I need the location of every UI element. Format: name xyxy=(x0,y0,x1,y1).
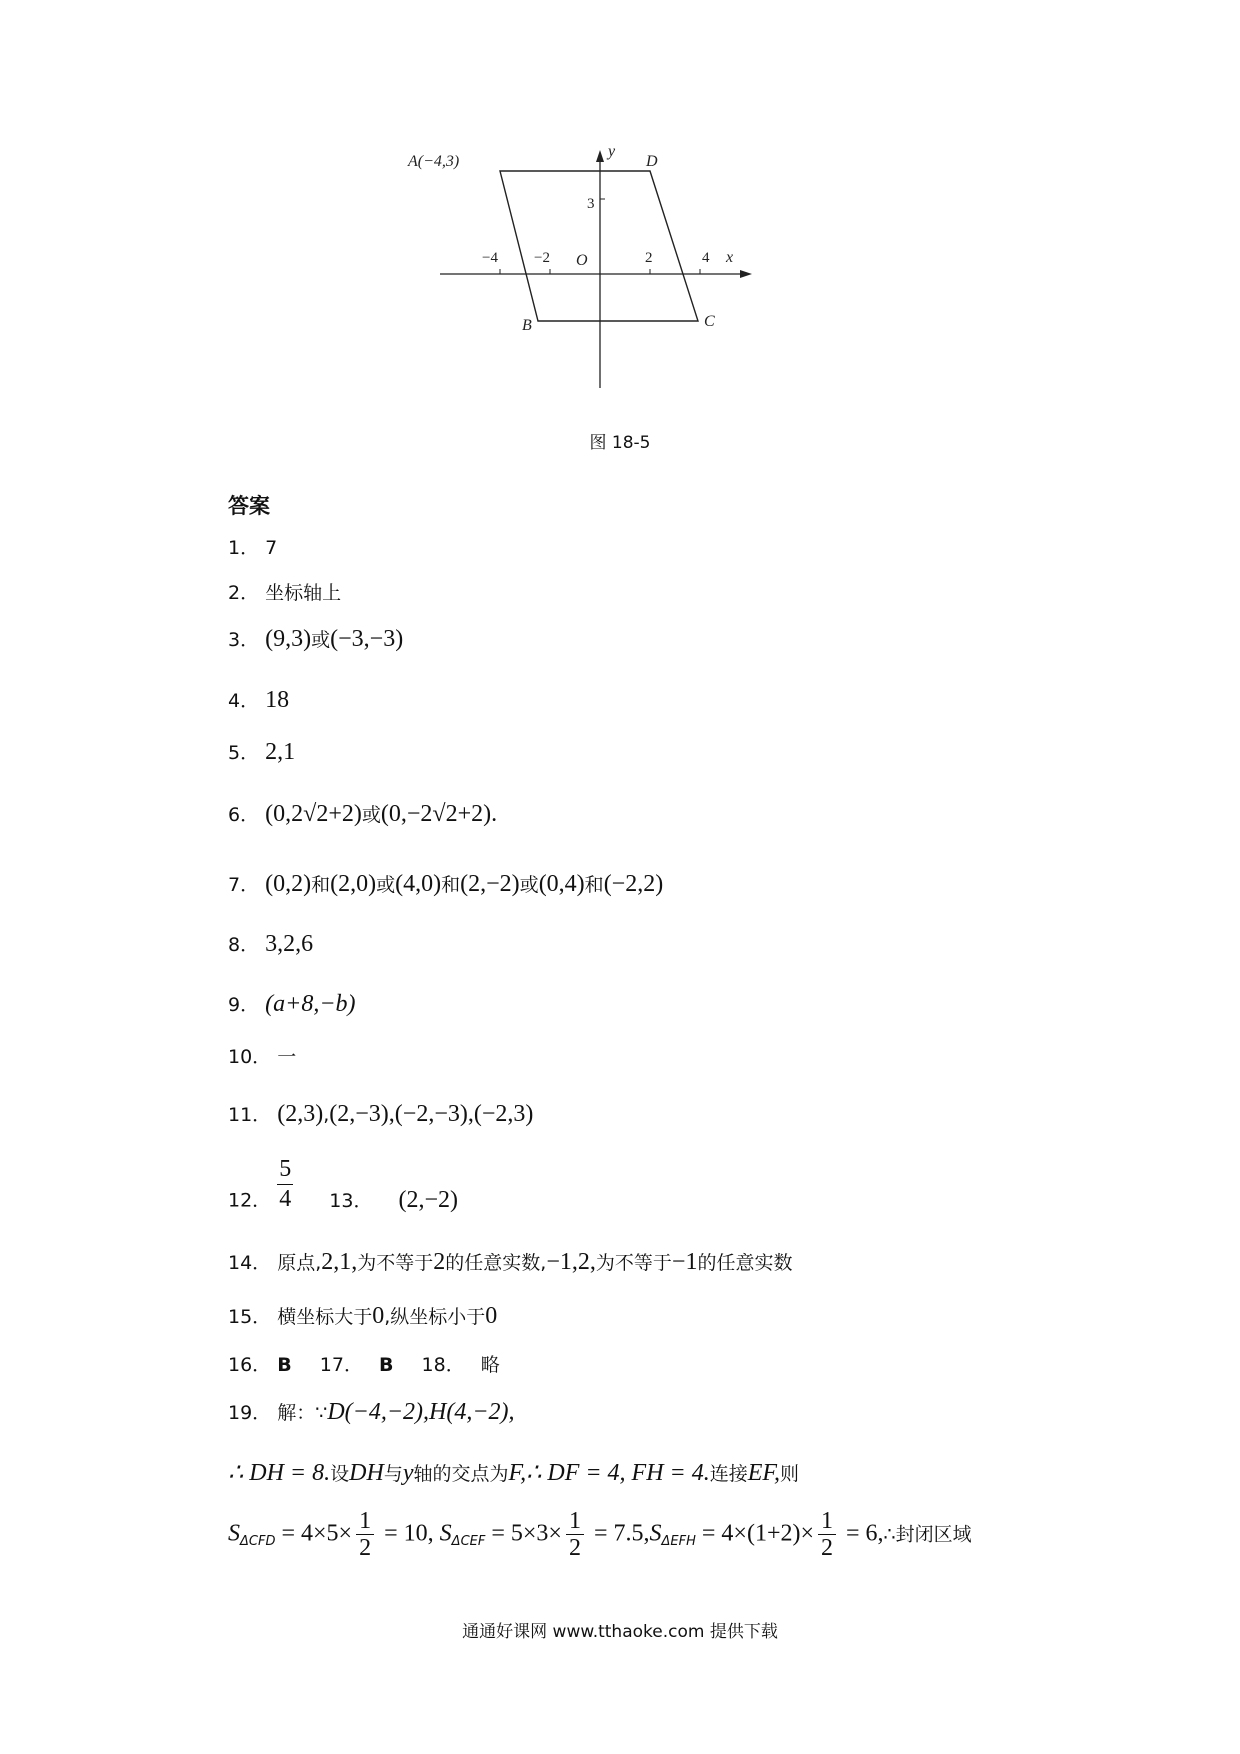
answer-7 xyxy=(228,870,663,898)
item-number: 18． xyxy=(421,1354,465,1376)
answer-text: 解：∵ xyxy=(277,1402,328,1424)
answer-text: 7 xyxy=(265,537,278,559)
item-number: 6． xyxy=(228,804,260,826)
answer-text: 与 xyxy=(383,1463,403,1485)
answer-text: 或 xyxy=(376,874,396,896)
area-subscript: ΔEFH xyxy=(661,1534,696,1550)
math-expr: DH xyxy=(349,1460,384,1486)
parallelogram-figure xyxy=(408,143,770,420)
answer-text: 坐标轴上 xyxy=(265,582,342,604)
parallelogram-abcd xyxy=(500,171,698,321)
answer-10 xyxy=(228,1042,296,1069)
math-expr: 2,1, xyxy=(321,1249,358,1275)
fraction xyxy=(356,1508,374,1562)
label-c: C xyxy=(704,313,715,330)
solution-line-2 xyxy=(228,1458,799,1487)
item-number: 16． xyxy=(228,1354,272,1376)
math-expr: 0 xyxy=(372,1303,385,1329)
answer-3 xyxy=(228,625,403,653)
item-number: 13． xyxy=(329,1189,373,1212)
label-x: x xyxy=(726,249,734,266)
math-expr: EF, xyxy=(747,1460,780,1486)
answer-4 xyxy=(228,686,289,714)
math-expr: ∴ DF = 4, FH = 4. xyxy=(526,1460,710,1486)
math-expr: (a+8,−b) xyxy=(265,991,356,1017)
math-expr: (2,−3),(−2,−3),(−2,3) xyxy=(329,1101,534,1127)
math-expr: −1 xyxy=(671,1249,698,1275)
sqrt-expr: √2 xyxy=(303,801,329,827)
math-expr: (2,3) xyxy=(277,1101,324,1127)
math-expr: = 7.5, xyxy=(587,1520,650,1547)
item-number: 8． xyxy=(228,934,260,956)
math-expr: D(−4,−2),H(4,−2), xyxy=(327,1399,515,1425)
fraction-numerator: 1 xyxy=(566,1508,584,1535)
item-number: 12． xyxy=(228,1189,272,1212)
answer-text: 的任意实数, xyxy=(445,1252,547,1274)
label-y: y xyxy=(608,143,616,160)
answer-2 xyxy=(228,578,341,605)
math-expr: (2,−2) xyxy=(398,1186,459,1213)
item-number: 19． xyxy=(228,1402,272,1424)
fraction-denominator: 2 xyxy=(568,1535,581,1562)
y-axis-arrow xyxy=(596,150,604,162)
math-expr: +2). xyxy=(457,801,498,827)
math-expr: 3,2,6 xyxy=(265,931,314,957)
area-symbol: S xyxy=(228,1520,240,1547)
answer-text: 和 xyxy=(584,874,604,896)
answer-1 xyxy=(228,533,277,560)
label-o: O xyxy=(576,252,588,269)
math-expr: −1,2, xyxy=(546,1249,596,1275)
tick-label: 2 xyxy=(645,250,653,266)
answer-text: 或 xyxy=(519,874,539,896)
item-number: 3． xyxy=(228,629,260,651)
math-expr: F, xyxy=(508,1460,527,1486)
item-number: 10． xyxy=(228,1046,272,1068)
label-b: B xyxy=(522,317,532,334)
answer-11 xyxy=(228,1100,533,1128)
tick-label: 4 xyxy=(702,250,710,266)
answer-text: 横坐标大于 xyxy=(277,1306,373,1328)
area-symbol: S xyxy=(649,1520,662,1547)
fraction xyxy=(566,1508,584,1562)
sqrt-expr: √2 xyxy=(432,801,458,827)
math-expr: (0,−2 xyxy=(380,801,433,827)
math-expr: = 10, xyxy=(378,1520,434,1547)
math-expr: +2) xyxy=(328,801,362,827)
fraction-numerator: 1 xyxy=(356,1508,374,1535)
item-number: 9． xyxy=(228,994,260,1016)
label-d: D xyxy=(646,153,658,170)
answer-text: 轴的交点为 xyxy=(413,1463,509,1485)
fraction xyxy=(277,1155,293,1214)
label-a: A(−4,3) xyxy=(408,153,460,170)
item-number: 5． xyxy=(228,742,260,764)
math-expr: (2,0) xyxy=(330,871,377,897)
answer-text: , xyxy=(323,1104,330,1126)
answer-14 xyxy=(228,1248,792,1276)
area-symbol: S xyxy=(439,1520,452,1547)
answer-text: B xyxy=(277,1354,292,1376)
answer-8 xyxy=(228,930,313,958)
math-expr: = 4×(1+2)× xyxy=(695,1520,814,1547)
tick-label: −4 xyxy=(482,250,498,266)
answer-19 xyxy=(228,1398,515,1426)
answer-15 xyxy=(228,1302,497,1330)
answers-heading: 答案 xyxy=(228,494,270,518)
tick-label: −2 xyxy=(534,250,550,266)
answer-text: 设 xyxy=(330,1463,350,1485)
math-expr: 2 xyxy=(433,1249,446,1275)
x-axis-arrow xyxy=(740,270,752,278)
math-expr: ∴ DH = 8. xyxy=(228,1460,331,1486)
figure-caption: 图 18-5 xyxy=(589,433,651,453)
fraction-denominator: 2 xyxy=(359,1535,372,1562)
answer-text: 和 xyxy=(441,874,461,896)
answer-text: 则 xyxy=(780,1463,800,1485)
answer-text: ∴封闭区域 xyxy=(883,1523,972,1546)
area-subscript: ΔCFD xyxy=(240,1534,276,1550)
item-number: 1． xyxy=(228,537,260,559)
answer-5 xyxy=(228,738,295,766)
solution-line-3 xyxy=(228,1508,972,1562)
tick-label: 3 xyxy=(587,196,595,212)
answer-text: 为不等于 xyxy=(595,1252,672,1274)
math-expr: 0 xyxy=(485,1303,498,1329)
math-expr: (−2,2) xyxy=(603,871,664,897)
fraction-numerator: 1 xyxy=(818,1508,836,1535)
item-number: 2． xyxy=(228,582,260,604)
answer-text: 为不等于 xyxy=(357,1252,434,1274)
answer-16-18 xyxy=(228,1350,500,1377)
math-expr: (4,0) xyxy=(395,871,442,897)
math-expr: = 5×3× xyxy=(485,1520,562,1547)
math-expr: (2,−2) xyxy=(460,871,520,897)
answer-text: 原点, xyxy=(277,1252,322,1274)
fraction-denominator: 4 xyxy=(279,1185,292,1212)
math-expr: 18 xyxy=(265,687,290,713)
math-expr: (0,2 xyxy=(265,801,304,827)
math-expr: = 4×5× xyxy=(275,1520,353,1547)
fraction xyxy=(818,1508,836,1562)
answer-text: 或 xyxy=(361,804,381,826)
area-subscript: ΔCEF xyxy=(451,1534,486,1550)
answer-9 xyxy=(228,990,356,1018)
item-number: 14． xyxy=(228,1252,272,1274)
answer-text: 的任意实数 xyxy=(697,1252,793,1274)
math-expr: (0,4) xyxy=(538,871,585,897)
item-number: 15． xyxy=(228,1306,272,1328)
item-number: 7． xyxy=(228,874,260,896)
answer-6 xyxy=(228,800,497,828)
math-expr: 2,1 xyxy=(265,739,296,765)
math-expr: (9,3) xyxy=(265,626,312,652)
page-footer: 通通好课网 www.tthaoke.com 提供下载 xyxy=(462,1622,778,1642)
answer-text: 连接 xyxy=(709,1463,748,1485)
item-number: 4． xyxy=(228,690,260,712)
answer-text: B xyxy=(379,1354,394,1376)
item-number: 17． xyxy=(319,1354,363,1376)
answer-text: 和 xyxy=(311,874,331,896)
answer-text: 或 xyxy=(311,629,331,651)
math-expr: y xyxy=(402,1460,414,1486)
math-expr: = 6, xyxy=(840,1520,884,1547)
answer-text: ,纵坐标小于 xyxy=(384,1306,486,1328)
answer-text: 一 xyxy=(277,1046,297,1068)
answer-text: 略 xyxy=(480,1354,500,1376)
fraction-numerator: 5 xyxy=(277,1155,293,1185)
math-expr: (−3,−3) xyxy=(330,626,404,652)
math-expr: (0,2) xyxy=(265,871,312,897)
answer-12-13 xyxy=(228,1155,458,1214)
item-number: 11． xyxy=(228,1104,272,1126)
fraction-denominator: 2 xyxy=(821,1535,833,1562)
